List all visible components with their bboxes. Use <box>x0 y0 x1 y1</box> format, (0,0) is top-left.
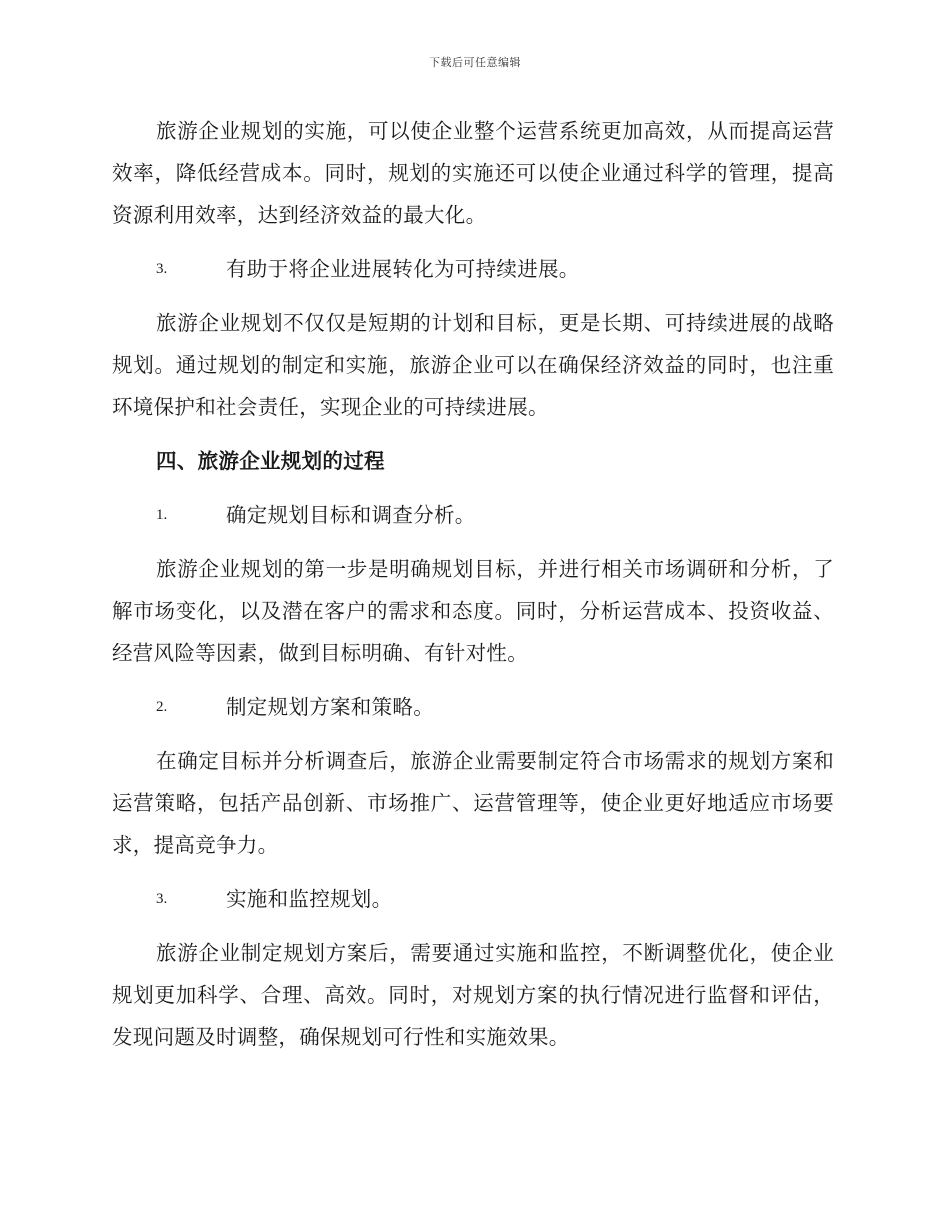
section-heading: 四、旅游企业规划的过程 <box>156 449 385 473</box>
list-item <box>112 686 834 728</box>
list-number: 2. <box>156 699 168 715</box>
list-text: 确定规划目标和调查分析。 <box>226 503 476 527</box>
list-number: 3. <box>156 891 168 907</box>
list-item <box>112 494 834 536</box>
list-text: 实施和监控规划。 <box>226 887 393 911</box>
paragraph: 旅游企业规划的第一步是明确规划目标，并进行相关市场调研和分析，了解市场变化，以及潜在客户的需求和态度。同时，分析运营成本、投资收益、经营风险等因素，做到目标明确、有针对性。 <box>112 557 834 665</box>
list-text: 有助于将企业进展转化为可持续进展。 <box>226 257 580 281</box>
paragraph: 旅游企业规划不仅仅是短期的计划和目标，更是长期、可持续进展的战略规划。通过规划的制定和实施，旅游企业可以在确保经济效益的同时，也注重环境保护和社会责任，实现企业的可持续进展。 <box>112 311 834 419</box>
list-number: 3. <box>156 261 168 277</box>
list-number: 1. <box>156 507 168 523</box>
list-item <box>112 878 834 920</box>
document-body <box>112 110 834 1070</box>
paragraph: 在确定目标并分析调查后，旅游企业需要制定符合市场需求的规划方案和运营策略，包括产品创新、市场推广、运营管理等，使企业更好地适应市场要求，提高竞争力。 <box>112 749 834 857</box>
list-item <box>112 248 834 290</box>
list-text: 制定规划方案和策略。 <box>226 695 434 719</box>
page-header: 下载后可任意编辑 <box>429 56 521 69</box>
paragraph: 旅游企业制定规划方案后，需要通过实施和监控，不断调整优化，使企业规划更加科学、合理、高效。同时，对规划方案的执行情况进行监督和评估，发现问题及时调整，确保规划可行性和实施效果。 <box>112 941 834 1049</box>
paragraph: 旅游企业规划的实施，可以使企业整个运营系统更加高效，从而提高运营效率，降低经营成本。同时，规划的实施还可以使企业通过科学的管理，提高资源利用效率，达到经济效益的最大化。 <box>112 119 834 227</box>
